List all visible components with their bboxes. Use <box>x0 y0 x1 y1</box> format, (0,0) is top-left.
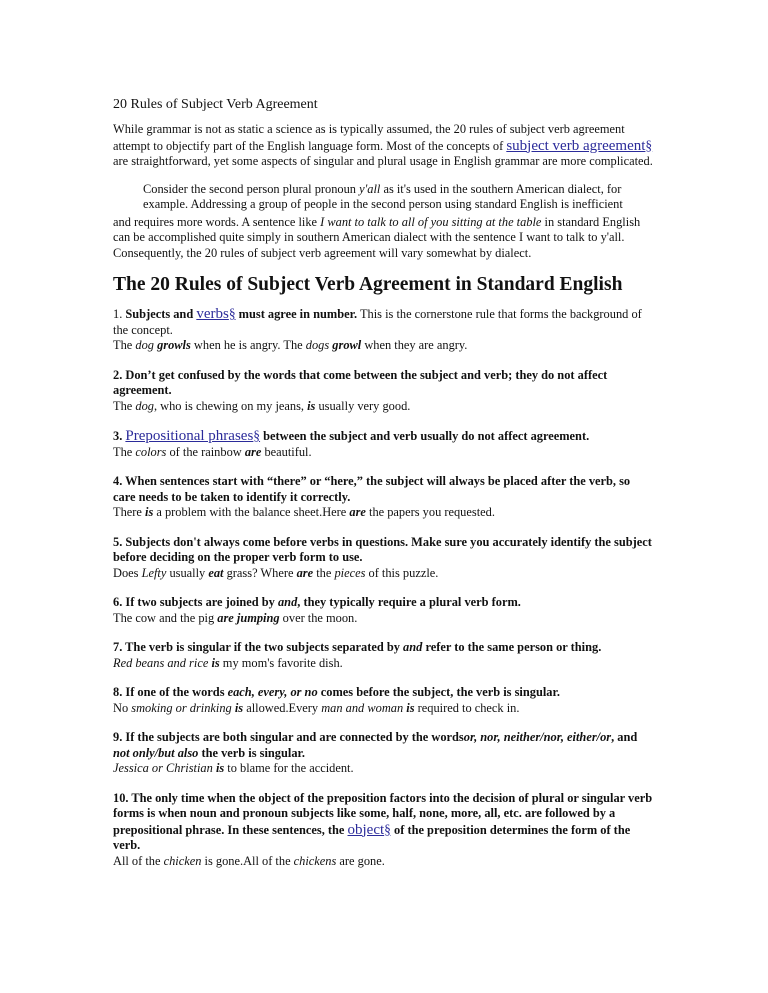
ex-subject: Jessica or Christian <box>113 761 213 775</box>
section-mark-icon: § <box>645 137 653 153</box>
rule-title: 10. The only time when the object of the preposition factors into the decision of plural or singular verb forms is when noun and pronoun subjects like some, half, none, more, all, etc. are followed by a prepositional phrase. In these sentences, the <box>113 790 653 837</box>
section-mark-icon: § <box>384 821 391 837</box>
prepositional-phrases-link[interactable]: Prepositional phrases <box>125 428 254 444</box>
rule-example <box>113 505 495 519</box>
ex-subject: Red beans and rice <box>113 655 209 670</box>
concept-example: I want to talk to all of you sitting at the table <box>320 214 542 229</box>
ex-text: when they are angry. <box>361 338 468 352</box>
rule-2 <box>113 368 653 415</box>
rule-example <box>113 701 519 715</box>
rule-title: refer to the same person or thing. <box>422 640 602 654</box>
rule-example <box>113 338 467 352</box>
rule-keyword: and <box>403 640 423 654</box>
ex-verb: growls <box>157 338 191 352</box>
ex-text: the <box>313 565 335 580</box>
ex-text: to blame for the accident. <box>224 761 354 775</box>
ex-subject: Lefty <box>141 565 167 580</box>
ex-text: The cow and the pig <box>113 610 218 625</box>
ex-verb: eat <box>208 565 224 580</box>
rule-title: Subjects and <box>125 307 197 321</box>
rule-title: between the subject and verb usually do not affect agreement. <box>260 429 590 443</box>
ex-text: allowed.Every <box>243 700 322 715</box>
ex-subject: man and woman <box>321 700 404 715</box>
ex-text: The <box>113 338 136 352</box>
rule-text: This is the cornerstone rule that forms the background of the concept. <box>113 307 642 337</box>
ex-subject: chickens <box>293 853 337 868</box>
rule-number: 1. <box>113 307 126 321</box>
ex-text: over the moon. <box>279 610 358 625</box>
document-body <box>113 96 653 883</box>
rule-title: 5. Subjects don't always come before verbs in questions. Make sure you accurately identify the subject before deciding on the proper verb form to use. <box>113 534 652 564</box>
ex-text: The <box>113 444 136 459</box>
ex-subject: colors <box>135 444 167 459</box>
ex-text: the papers you requested. <box>365 505 495 519</box>
ex-text: when he is angry. The <box>190 338 306 352</box>
rule-10 <box>113 791 653 870</box>
concept-text-1: Consider the second person plural pronoun <box>143 181 360 196</box>
rule-8 <box>113 685 653 716</box>
ex-text: my mom's favorite dish. <box>219 655 343 670</box>
subject-verb-agreement-link[interactable]: subject verb agreement <box>506 137 646 154</box>
rule-title: must agree in number. <box>235 307 358 321</box>
rule-keyword: each, every, or no <box>227 685 318 699</box>
concept-paragraph <box>113 182 653 213</box>
rule-example <box>113 445 312 459</box>
rule-example <box>113 656 343 670</box>
rule-1 <box>113 306 653 354</box>
ex-text: Does <box>113 565 142 580</box>
ex-text: is gone.All of the <box>201 853 294 868</box>
ex-verb: are <box>349 505 366 519</box>
concept-text-2: as it's used in the southern American dialect, for example. Addressing a group of people in the second person using standard English is inefficient <box>143 181 623 211</box>
ex-text: are gone. <box>336 853 385 868</box>
rule-title: the verb is singular. <box>198 745 305 760</box>
ex-text: usually very good. <box>315 398 411 413</box>
concept-text-3: and requires more words. A sentence like <box>113 214 321 229</box>
section-mark-icon: § <box>228 306 236 321</box>
ex-verb: are <box>296 565 314 580</box>
rule-title: 9. If the subjects are both singular and are connected by the words <box>113 730 464 744</box>
rule-example <box>113 761 354 775</box>
rule-example <box>113 854 385 868</box>
ex-verb: is <box>145 505 154 519</box>
rule-title: 8. If one of the words <box>113 685 228 699</box>
rule-9 <box>113 730 653 777</box>
ex-text: All of the <box>113 853 164 868</box>
ex-subject: dog <box>135 338 154 352</box>
rule-3 <box>113 428 653 460</box>
rule-title: 6. If two subjects are joined by <box>113 595 278 609</box>
ex-subject: pieces <box>334 565 366 580</box>
rule-number: 3. <box>113 429 126 443</box>
ex-text: grass? Where <box>223 565 297 580</box>
intro-text-1: While grammar is not as static a science as is typically assumed, the 20 rules of subject verb agreement attempt to objectify part of the English language form. Most of the concepts of <box>113 122 625 153</box>
ex-text: a problem with the balance sheet.Here <box>153 505 350 519</box>
section-mark-icon: § <box>253 428 261 443</box>
verbs-link[interactable]: verbs <box>196 306 229 322</box>
rule-title: , and <box>611 730 638 744</box>
rule-title: comes before the subject, the verb is singular. <box>317 685 560 699</box>
ex-text: beautiful. <box>261 444 312 459</box>
ex-verb: are <box>244 444 262 459</box>
rule-title: 2. Don’t get confused by the words that come between the subject and verb; they do not affect agreement. <box>113 367 608 397</box>
rule-6 <box>113 595 653 626</box>
ex-subject: dog <box>135 398 154 413</box>
rule-keyword: and <box>277 595 298 609</box>
ex-text: required to check in. <box>414 700 520 715</box>
ex-text: The <box>113 398 136 413</box>
ex-subject: chicken <box>163 853 202 868</box>
rule-example <box>113 399 410 413</box>
yall-term: y'all <box>359 181 381 196</box>
ex-subject: smoking or drinking <box>131 700 232 715</box>
ex-text: of the rainbow <box>166 444 245 459</box>
concept-text-4: in standard English can be accomplished quite simply in southern American dialect with the sentence I want to talk to y'all. Consequently, the 20 rules of subject verb agreement will vary somewhat by dialect. <box>113 214 641 260</box>
ex-verb: is <box>406 700 415 715</box>
ex-text: , who is chewing on my jeans, <box>153 398 308 413</box>
ex-text: There <box>113 505 145 519</box>
ex-text: of this puzzle. <box>365 565 439 580</box>
ex-text: usually <box>166 565 209 580</box>
object-link[interactable]: object <box>347 821 385 838</box>
rule-4 <box>113 474 653 521</box>
rule-example <box>113 611 357 625</box>
rule-keyword: not only/but also <box>113 745 199 760</box>
ex-verb: is <box>307 398 316 413</box>
intro-paragraph <box>113 122 653 170</box>
ex-verb: is <box>234 700 244 715</box>
ex-subject: dogs <box>305 338 330 352</box>
intro-text-2: are straightforward, yet some aspects of singular and plural usage in English grammar are more complicated. <box>113 154 653 168</box>
document-title: 20 Rules of Subject Verb Agreement <box>113 97 318 112</box>
rule-title: , they typically require a plural verb form. <box>297 595 521 609</box>
rule-keyword: or, nor, neither/nor, either/or <box>463 730 612 744</box>
ex-verb: is <box>211 655 220 670</box>
ex-verb: growl <box>332 338 362 352</box>
ex-verb: are jumping <box>217 610 280 625</box>
rule-7 <box>113 640 653 671</box>
concept-paragraph-continued <box>113 215 653 262</box>
rule-title: 4. When sentences start with “there” or “here,” the subject will always be placed after the verb, so care needs to be taken to identify it correctly. <box>113 474 631 504</box>
section-heading: The 20 Rules of Subject Verb Agreement in Standard English <box>113 274 623 295</box>
rule-title: 7. The verb is singular if the two subjects separated by <box>113 640 404 654</box>
ex-text: No <box>113 700 132 715</box>
rule-example <box>113 566 438 580</box>
rule-title: of the preposition determines the form of the verb. <box>113 822 631 852</box>
rule-5 <box>113 535 653 582</box>
ex-verb: is <box>215 761 225 775</box>
